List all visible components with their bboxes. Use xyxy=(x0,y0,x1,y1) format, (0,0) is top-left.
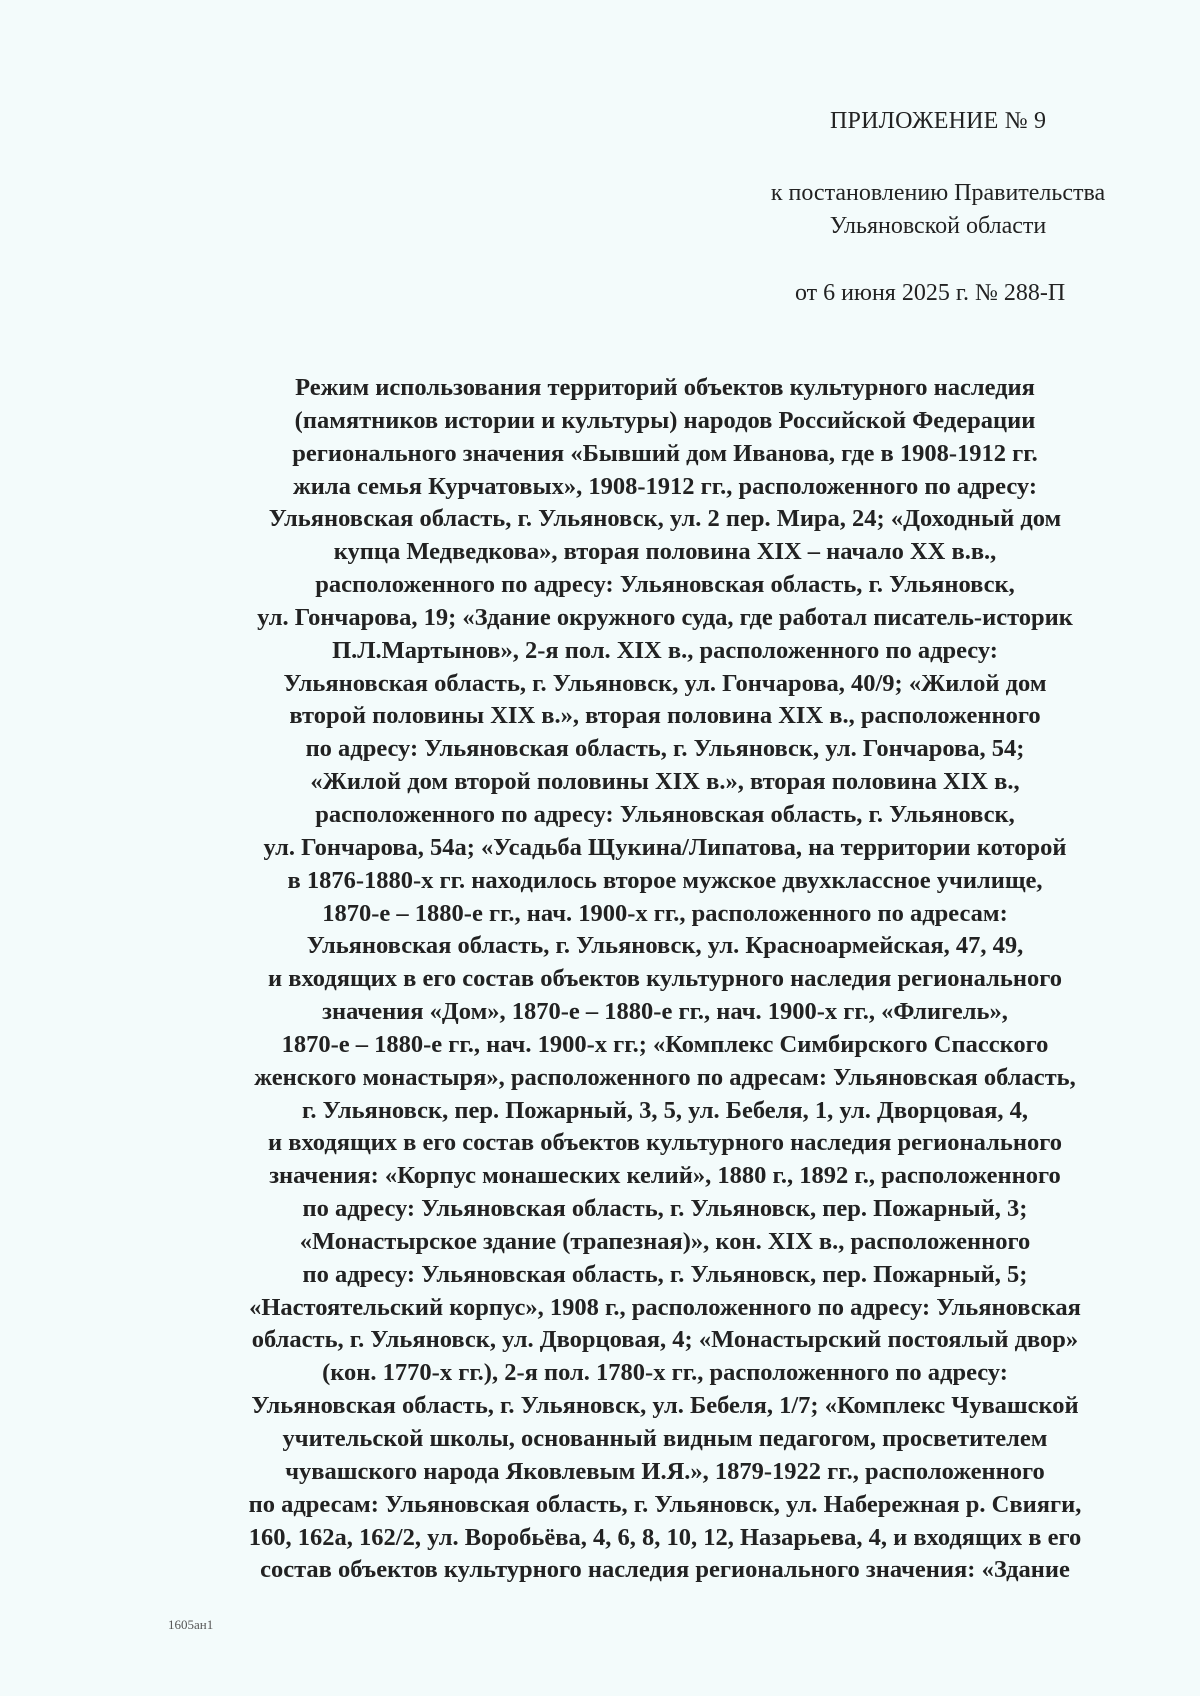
body-line: ул. Гончарова, 54а; «Усадьба Щукина/Липатова, на территории которой xyxy=(263,833,1067,861)
annex-reference xyxy=(738,177,1138,243)
body-line: расположенного по адресу: Ульяновская область, г. Ульяновск, xyxy=(315,571,1015,599)
body-line: по адресам: Ульяновская область, г. Ульяновск, ул. Набережная р. Свияги, xyxy=(248,1490,1082,1518)
body-line: и входящих в его состав объектов культурного наследия регионального xyxy=(268,965,1062,993)
annex-reference-line-1: к постановлению Правительства xyxy=(770,180,1106,206)
annex-date: от 6 июня 2025 г. № 288-П xyxy=(795,280,1066,306)
body-line: в 1876-1880-х гг. находилось второе мужское двухклассное училище, xyxy=(287,866,1043,894)
body-line: Ульяновская область, г. Ульяновск, ул. 2 пер. Мира, 24; «Доходный дом xyxy=(268,505,1062,533)
body-line: значения: «Корпус монашеских келий», 1880 г., 1892 г., расположенного xyxy=(269,1162,1061,1190)
body-line: по адресу: Ульяновская область, г. Ульяновск, пер. Пожарный, 5; xyxy=(302,1260,1028,1288)
body-line: учительской школы, основанный видным педагогом, просветителем xyxy=(282,1425,1048,1452)
body-line: 1870-е – 1880-е гг., нач. 1900-х гг.; «Комплекс Симбирского Спасского xyxy=(281,1030,1049,1058)
body-line: регионального значения «Бывший дом Иванова, где в 1908-1912 гг. xyxy=(292,439,1038,467)
body-line: купца Медведкова», вторая половина XIX – начало XX в.в., xyxy=(333,538,997,566)
body-line: 160, 162а, 162/2, ул. Воробьёва, 4, 6, 8, 10, 12, Назарьева, 4, и входящих в его xyxy=(248,1523,1082,1551)
body-line: значения «Дом», 1870-е – 1880-е гг., нач. 1900-х гг., «Флигель», xyxy=(322,998,1008,1026)
body-line: Ульяновская область, г. Ульяновск, ул. Красноармейская, 47, 49, xyxy=(306,932,1024,960)
body-line: П.Л.Мартынов», 2-я пол. XIX в., расположенного по адресу: xyxy=(332,636,998,664)
body-line: «Монастырское здание (трапезная)», кон. XIX в., расположенного xyxy=(299,1227,1031,1255)
body-line: чувашского народа Яковлевым И.Я.», 1879-1922 гг., расположенного xyxy=(285,1457,1045,1485)
body-line: г. Ульяновск, пер. Пожарный, 3, 5, ул. Бебеля, 1, ул. Дворцовая, 4, xyxy=(302,1096,1028,1124)
body-line: по адресу: Ульяновская область, г. Ульяновск, ул. Гончарова, 54; xyxy=(305,735,1025,763)
annex-title: ПРИЛОЖЕНИЕ № 9 xyxy=(830,108,1047,134)
body-line: Ульяновская область, г. Ульяновск, ул. Гончарова, 40/9; «Жилой дом xyxy=(283,669,1047,697)
body-line: и входящих в его состав объектов культурного наследия регионального xyxy=(268,1129,1062,1157)
body-line: расположенного по адресу: Ульяновская область, г. Ульяновск, xyxy=(315,800,1015,828)
document-code: 1605ан1 xyxy=(168,1617,214,1632)
body-line: ул. Гончарова, 19; «Здание окружного суда, где работал писатель-историк xyxy=(257,603,1073,631)
body-line: «Жилой дом второй половины XIX в.», вторая половина XIX в., xyxy=(310,768,1020,796)
body-line: область, г. Ульяновск, ул. Дворцовая, 4; «Монастырский постоялый двор» xyxy=(251,1326,1079,1354)
body-line: Режим использования территорий объектов культурного наследия xyxy=(295,374,1035,401)
body-line: второй половины XIX в.», вторая половина XIX в., расположенного xyxy=(289,702,1041,730)
body-line: «Настоятельский корпус», 1908 г., расположенного по адресу: Ульяновская xyxy=(249,1293,1081,1321)
body-line: женского монастыря», расположенного по адресам: Ульяновская область, xyxy=(254,1063,1076,1091)
body-line: 1870-е – 1880-е гг., нач. 1900-х гг., расположенного по адресам: xyxy=(322,899,1008,927)
body-line: жила семья Курчатовых», 1908-1912 гг., расположенного по адресу: xyxy=(293,472,1037,500)
body-line: (кон. 1770-х гг.), 2-я пол. 1780-х гг., расположенного по адресу: xyxy=(322,1359,1008,1387)
body-line: Ульяновская область, г. Ульяновск, ул. Бебеля, 1/7; «Комплекс Чувашской xyxy=(251,1392,1079,1420)
body-line: по адресу: Ульяновская область, г. Ульяновск, пер. Пожарный, 3; xyxy=(302,1195,1028,1223)
annex-reference-line-2: Ульяновской области xyxy=(829,213,1047,239)
body-line: состав объектов культурного наследия регионального значения: «Здание xyxy=(260,1556,1070,1584)
document-body xyxy=(170,372,1160,1587)
body-line: (памятников истории и культуры) народов Российской Федерации xyxy=(294,406,1036,434)
